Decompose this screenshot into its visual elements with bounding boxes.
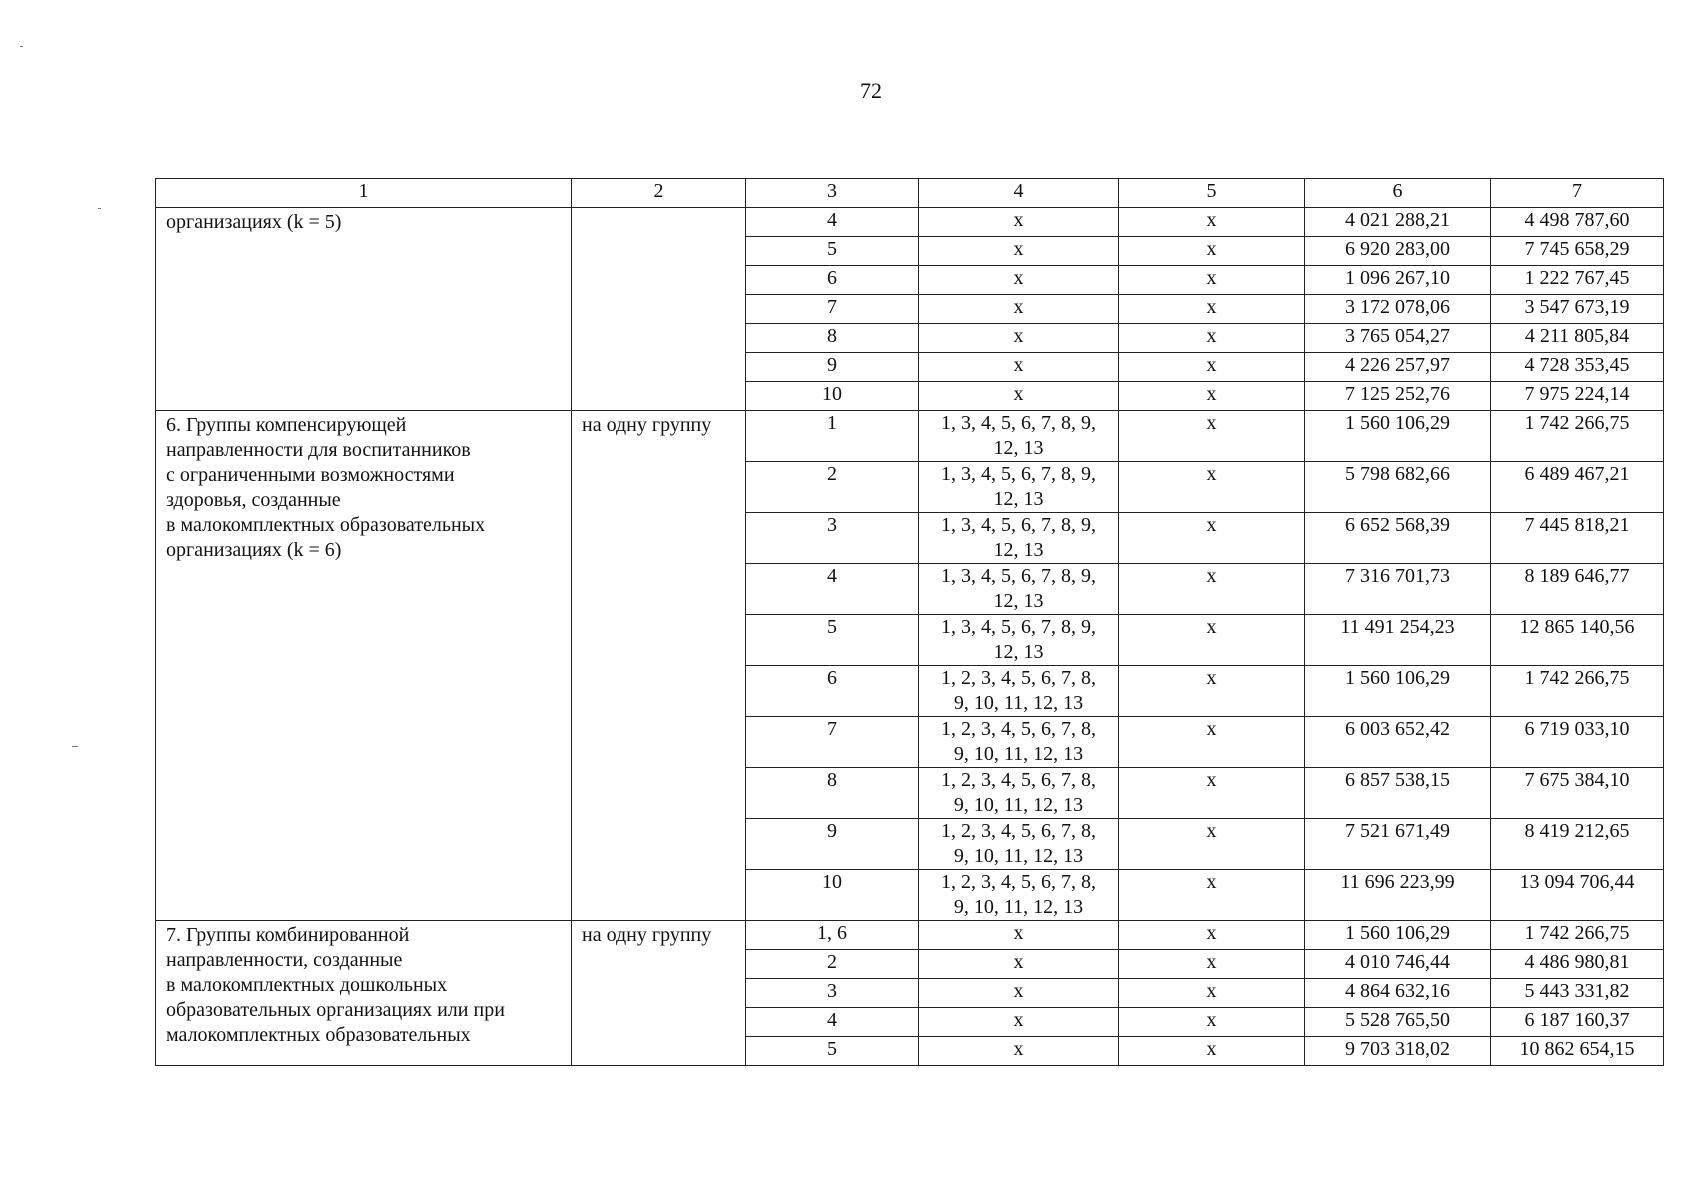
col5-cell: x xyxy=(1119,411,1305,462)
scan-mark xyxy=(98,208,101,209)
criteria-cell xyxy=(919,819,1119,870)
criteria-cell: x xyxy=(919,382,1119,411)
table-row xyxy=(156,921,1664,950)
value-cell-6: 3 765 054,27 xyxy=(1305,324,1491,353)
group-index-cell: 2 xyxy=(746,950,919,979)
value-cell-6: 1 560 106,29 xyxy=(1305,411,1491,462)
criteria-cell xyxy=(919,768,1119,819)
category-line: с ограниченными возможностями xyxy=(166,464,455,486)
group-index-cell: 5 xyxy=(746,615,919,666)
col5-cell: x xyxy=(1119,717,1305,768)
value-cell-6: 7 316 701,73 xyxy=(1305,564,1491,615)
value-cell-7: 6 489 467,21 xyxy=(1491,462,1664,513)
list-line: 1, 2, 3, 4, 5, 6, 7, 8, xyxy=(941,820,1096,842)
criteria-cell: x xyxy=(919,266,1119,295)
value-cell-6: 3 172 078,06 xyxy=(1305,295,1491,324)
column-header: 6 xyxy=(1305,179,1491,208)
group-index-cell: 5 xyxy=(746,1037,919,1066)
group-index-cell: 8 xyxy=(746,324,919,353)
value-cell-6: 7 521 671,49 xyxy=(1305,819,1491,870)
value-cell-7: 7 975 224,14 xyxy=(1491,382,1664,411)
category-line: в малокомплектных образовательных xyxy=(166,514,486,536)
value-cell-6: 9 703 318,02 xyxy=(1305,1037,1491,1066)
value-cell-6: 6 857 538,15 xyxy=(1305,768,1491,819)
value-cell-6: 6 920 283,00 xyxy=(1305,237,1491,266)
page-number: 72 xyxy=(860,78,882,103)
criteria-cell xyxy=(919,615,1119,666)
group-index-cell: 1, 6 xyxy=(746,921,919,950)
value-cell-6: 5 528 765,50 xyxy=(1305,1008,1491,1037)
column-header: 5 xyxy=(1119,179,1305,208)
criteria-cell: x xyxy=(919,353,1119,382)
value-cell-7: 12 865 140,56 xyxy=(1491,615,1664,666)
value-cell-6: 4 010 746,44 xyxy=(1305,950,1491,979)
col5-cell: x xyxy=(1119,950,1305,979)
list-line: 1, 3, 4, 5, 6, 7, 8, 9, xyxy=(941,412,1096,434)
value-cell-7: 7 675 384,10 xyxy=(1491,768,1664,819)
group-index-cell: 1 xyxy=(746,411,919,462)
group-index-cell: 10 xyxy=(746,382,919,411)
header-row xyxy=(156,179,1664,208)
value-cell-6: 1 560 106,29 xyxy=(1305,666,1491,717)
criteria-cell xyxy=(919,462,1119,513)
value-cell-7: 13 094 706,44 xyxy=(1491,870,1664,921)
value-cell-7: 1 742 266,75 xyxy=(1491,666,1664,717)
table-row xyxy=(156,411,1664,462)
group-index-cell: 7 xyxy=(746,295,919,324)
col5-cell: x xyxy=(1119,666,1305,717)
list-line: 1, 2, 3, 4, 5, 6, 7, 8, xyxy=(941,871,1096,893)
list-line: 9, 10, 11, 12, 13 xyxy=(953,743,1084,765)
list-line: 1, 3, 4, 5, 6, 7, 8, 9, xyxy=(941,616,1096,638)
col5-cell: x xyxy=(1119,462,1305,513)
value-cell-7: 3 547 673,19 xyxy=(1491,295,1664,324)
column-header: 4 xyxy=(919,179,1119,208)
unit-cell: на одну группу xyxy=(572,921,746,1066)
value-cell-7: 6 719 033,10 xyxy=(1491,717,1664,768)
col5-cell: x xyxy=(1119,1037,1305,1066)
value-cell-7: 6 187 160,37 xyxy=(1491,1008,1664,1037)
column-header: 1 xyxy=(156,179,572,208)
group-index-cell: 9 xyxy=(746,353,919,382)
col5-cell: x xyxy=(1119,295,1305,324)
value-cell-6: 1 096 267,10 xyxy=(1305,266,1491,295)
criteria-cell: x xyxy=(919,950,1119,979)
list-line: 9, 10, 11, 12, 13 xyxy=(953,692,1084,714)
list-line: 12, 13 xyxy=(993,539,1044,561)
group-index-cell: 6 xyxy=(746,666,919,717)
group-index-cell: 3 xyxy=(746,979,919,1008)
criteria-cell: x xyxy=(919,324,1119,353)
list-line: 1, 3, 4, 5, 6, 7, 8, 9, xyxy=(941,463,1096,485)
criteria-cell: x xyxy=(919,237,1119,266)
group-index-cell: 6 xyxy=(746,266,919,295)
scan-mark xyxy=(72,746,78,747)
category-cell: организациях (k = 5) xyxy=(156,208,572,411)
criteria-cell: x xyxy=(919,1008,1119,1037)
value-cell-7: 1 222 767,45 xyxy=(1491,266,1664,295)
col5-cell: x xyxy=(1119,768,1305,819)
scan-mark xyxy=(20,46,23,47)
value-cell-7: 4 486 980,81 xyxy=(1491,950,1664,979)
group-index-cell: 2 xyxy=(746,462,919,513)
category-line: в малокомплектных дошкольных xyxy=(166,974,448,996)
col5-cell: x xyxy=(1119,208,1305,237)
list-line: 1, 2, 3, 4, 5, 6, 7, 8, xyxy=(941,667,1096,689)
value-cell-6: 11 696 223,99 xyxy=(1305,870,1491,921)
value-cell-7: 1 742 266,75 xyxy=(1491,921,1664,950)
category-line: организациях (k = 6) xyxy=(166,539,342,561)
criteria-cell xyxy=(919,666,1119,717)
list-line: 1, 3, 4, 5, 6, 7, 8, 9, xyxy=(941,565,1096,587)
category-cell xyxy=(156,921,572,1066)
category-line: 6. Группы компенсирующей xyxy=(166,414,407,436)
column-header: 3 xyxy=(746,179,919,208)
value-cell-6: 7 125 252,76 xyxy=(1305,382,1491,411)
list-line: 12, 13 xyxy=(993,590,1044,612)
value-cell-6: 4 021 288,21 xyxy=(1305,208,1491,237)
criteria-cell xyxy=(919,411,1119,462)
value-cell-7: 4 211 805,84 xyxy=(1491,324,1664,353)
col5-cell: x xyxy=(1119,615,1305,666)
col5-cell: x xyxy=(1119,1008,1305,1037)
list-line: 9, 10, 11, 12, 13 xyxy=(953,845,1084,867)
criteria-cell: x xyxy=(919,208,1119,237)
col5-cell: x xyxy=(1119,921,1305,950)
value-cell-6: 6 003 652,42 xyxy=(1305,717,1491,768)
col5-cell: x xyxy=(1119,564,1305,615)
category-line: направленности, созданные xyxy=(166,949,403,971)
criteria-cell: x xyxy=(919,921,1119,950)
list-line: 1, 2, 3, 4, 5, 6, 7, 8, xyxy=(941,769,1096,791)
list-line: 1, 3, 4, 5, 6, 7, 8, 9, xyxy=(941,514,1096,536)
value-cell-6: 11 491 254,23 xyxy=(1305,615,1491,666)
group-index-cell: 4 xyxy=(746,1008,919,1037)
value-cell-6: 1 560 106,29 xyxy=(1305,921,1491,950)
budget-table xyxy=(155,178,1664,1066)
col5-cell: x xyxy=(1119,979,1305,1008)
col5-cell: x xyxy=(1119,266,1305,295)
criteria-cell xyxy=(919,717,1119,768)
category-line: 7. Группы комбинированной xyxy=(166,924,410,946)
category-line: здоровья, созданные xyxy=(166,489,341,511)
group-index-cell: 3 xyxy=(746,513,919,564)
criteria-cell: x xyxy=(919,1037,1119,1066)
value-cell-7: 7 445 818,21 xyxy=(1491,513,1664,564)
value-cell-7: 4 728 353,45 xyxy=(1491,353,1664,382)
table-row xyxy=(156,208,1664,237)
column-header: 7 xyxy=(1491,179,1664,208)
criteria-cell: x xyxy=(919,979,1119,1008)
list-line: 12, 13 xyxy=(993,437,1044,459)
category-line: направленности для воспитанников xyxy=(166,439,471,461)
col5-cell: x xyxy=(1119,353,1305,382)
list-line: 12, 13 xyxy=(993,488,1044,510)
category-line: образовательных организациях или при xyxy=(166,999,505,1021)
value-cell-6: 5 798 682,66 xyxy=(1305,462,1491,513)
group-index-cell: 4 xyxy=(746,564,919,615)
category-line: малокомплектных образовательных xyxy=(166,1024,471,1046)
list-line: 12, 13 xyxy=(993,641,1044,663)
group-index-cell: 4 xyxy=(746,208,919,237)
criteria-cell xyxy=(919,564,1119,615)
value-cell-7: 1 742 266,75 xyxy=(1491,411,1664,462)
value-cell-7: 8 419 212,65 xyxy=(1491,819,1664,870)
value-cell-7: 10 862 654,15 xyxy=(1491,1037,1664,1066)
criteria-cell: x xyxy=(919,295,1119,324)
list-line: 1, 2, 3, 4, 5, 6, 7, 8, xyxy=(941,718,1096,740)
group-index-cell: 8 xyxy=(746,768,919,819)
group-index-cell: 7 xyxy=(746,717,919,768)
category-cell xyxy=(156,411,572,921)
list-line: 9, 10, 11, 12, 13 xyxy=(953,794,1084,816)
criteria-cell xyxy=(919,513,1119,564)
value-cell-6: 4 864 632,16 xyxy=(1305,979,1491,1008)
value-cell-6: 6 652 568,39 xyxy=(1305,513,1491,564)
criteria-cell xyxy=(919,870,1119,921)
col5-cell: x xyxy=(1119,819,1305,870)
column-header: 2 xyxy=(572,179,746,208)
value-cell-7: 7 745 658,29 xyxy=(1491,237,1664,266)
group-index-cell: 9 xyxy=(746,819,919,870)
value-cell-7: 8 189 646,77 xyxy=(1491,564,1664,615)
list-line: 9, 10, 11, 12, 13 xyxy=(953,896,1084,918)
col5-cell: x xyxy=(1119,324,1305,353)
group-index-cell: 5 xyxy=(746,237,919,266)
value-cell-6: 4 226 257,97 xyxy=(1305,353,1491,382)
unit-cell xyxy=(572,208,746,411)
col5-cell: x xyxy=(1119,382,1305,411)
value-cell-7: 4 498 787,60 xyxy=(1491,208,1664,237)
col5-cell: x xyxy=(1119,237,1305,266)
col5-cell: x xyxy=(1119,513,1305,564)
col5-cell: x xyxy=(1119,870,1305,921)
value-cell-7: 5 443 331,82 xyxy=(1491,979,1664,1008)
group-index-cell: 10 xyxy=(746,870,919,921)
unit-cell: на одну группу xyxy=(572,411,746,921)
